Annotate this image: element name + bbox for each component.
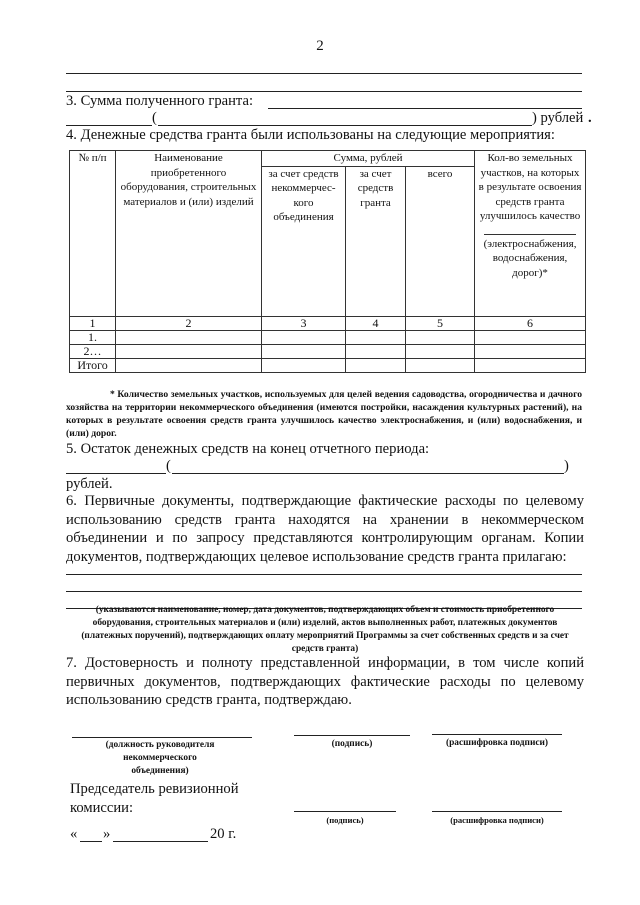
header-sum-own: за счет средств некоммерчес-кого объединения	[262, 166, 346, 317]
column-number: 4	[346, 317, 406, 331]
column-number: 2	[116, 317, 262, 331]
rubles-label: ) рублей	[532, 110, 584, 126]
table-row-total	[70, 359, 586, 373]
documents-line[interactable]	[66, 574, 582, 575]
cell-plots[interactable]	[475, 359, 586, 373]
header-sum-total: всего	[406, 166, 475, 317]
column-number: 3	[262, 317, 346, 331]
grant-amount-number-field[interactable]	[66, 125, 152, 126]
date-close-quote: »	[103, 826, 111, 842]
cell-own[interactable]	[262, 345, 346, 359]
header-plots-sub: (электроснабжения, водоснабжения, дорог)*	[483, 237, 577, 279]
cell-grant[interactable]	[346, 331, 406, 345]
head-decoding-field[interactable]	[432, 734, 562, 735]
cell-name[interactable]	[116, 331, 262, 345]
cell-total[interactable]	[406, 331, 475, 345]
fill-line[interactable]	[66, 91, 582, 92]
section-3-label: 3. Сумма полученного гранта:	[66, 93, 254, 109]
column-number: 6	[475, 317, 586, 331]
documents-line[interactable]	[66, 591, 582, 592]
cell-plots[interactable]	[475, 345, 586, 359]
header-plots-label: Кол-во земельных участков, на которых в результате освоения средств гранта улучшилось качество	[478, 152, 582, 222]
head-decoding-caption: (расшифровка подписи)	[445, 738, 549, 748]
table-row	[70, 345, 586, 359]
audit-decoding-field[interactable]	[432, 811, 562, 812]
cell-own[interactable]	[262, 331, 346, 345]
head-signature-field[interactable]	[294, 735, 410, 736]
cell-name[interactable]	[116, 345, 262, 359]
audit-signature-field[interactable]	[294, 811, 396, 812]
open-paren: (	[152, 110, 157, 126]
cell-grant[interactable]	[346, 345, 406, 359]
audit-signature-caption: (подпись)	[326, 815, 364, 825]
close-paren: )	[564, 458, 569, 474]
date-open-quote: «	[70, 826, 78, 842]
cell-grant[interactable]	[346, 359, 406, 373]
section-5-label: 5. Остаток денежных средств на конец отчетного периода:	[66, 441, 430, 457]
audit-title-line1: Председатель ревизионной	[70, 781, 239, 797]
row-no: 1.	[70, 331, 116, 345]
documents-caption: (указываются наименование, номер, дата документов, подтверждающих объем и стоимость приобретенного оборудования, строительных материалов и (или) изделий, актов выполненных работ, платежных документов (платежных поручений), подтверждающих оплату мероприятий Программы за счет собственных средств и за счет средств гранта)	[81, 605, 569, 654]
header-sum-group: Сумма, рублей	[262, 151, 475, 167]
header-no: № п/п	[70, 151, 116, 317]
fill-line[interactable]	[66, 73, 582, 74]
audit-decoding-caption: (расшифровка подписи)	[450, 815, 544, 825]
row-no: 2…	[70, 345, 116, 359]
balance-words-field[interactable]	[172, 473, 564, 474]
grant-amount-words-field[interactable]	[158, 125, 532, 126]
page-number: 2	[316, 38, 324, 54]
header-sum-grant: за счет средств гранта	[346, 166, 406, 317]
open-paren: (	[166, 458, 171, 474]
date-month-field[interactable]	[113, 841, 208, 842]
footnote: * Количество земельных участков, используемых для целей ведения садоводства, огородничества и дачного хозяйства на территории некоммерческого объединения (имеются постройки, насаждения культурных растений), на которых в результате освоения средств гранта улучшилось качество электроснабжения, и (или) водоснабжения, и (или) дорог.	[66, 389, 582, 439]
head-position-caption: (должность руководителя некоммерческого объединения)	[105, 740, 215, 776]
section-6-text: 6. Первичные документы, подтверждающие фактические расходы по целевому использованию средств гранта находятся на хранении в некоммерческом объединении и по запросу представляются контролирующим органам. Копии документов, подтверждающих целевое использование средств гранта прилагаю:	[66, 493, 584, 565]
table-row	[70, 331, 586, 345]
cell-plots[interactable]	[475, 331, 586, 345]
header-plots	[475, 151, 586, 317]
column-numbers-row	[70, 317, 586, 331]
head-signature-caption: (подпись)	[331, 739, 373, 749]
audit-title-line2: комиссии:	[70, 800, 134, 816]
trailing-dot: .	[588, 110, 592, 126]
balance-number-field[interactable]	[66, 473, 166, 474]
header-name: Наименование приобретенного оборудования, строительных материалов и (или) изделий	[116, 151, 262, 317]
row-no: Итого	[70, 359, 116, 373]
column-number: 5	[406, 317, 475, 331]
rubles-label: рублей.	[66, 476, 113, 492]
cell-total[interactable]	[406, 345, 475, 359]
section-7-text: 7. Достоверность и полноту представленной информации, в том числе копий первичных документов, подтверждающих фактические расходы по целевому использованию средств гранта, подтверждаю.	[66, 655, 584, 708]
head-position-field[interactable]	[72, 737, 252, 738]
cell-total[interactable]	[406, 359, 475, 373]
date-day-field[interactable]	[80, 841, 102, 842]
column-number: 1	[70, 317, 116, 331]
date-year-suffix: 20 г.	[210, 826, 237, 842]
header-plots-divider	[484, 234, 575, 235]
expenses-table	[69, 150, 586, 373]
cell-name[interactable]	[116, 359, 262, 373]
cell-own[interactable]	[262, 359, 346, 373]
section-4-label: 4. Денежные средства гранта были использованы на следующие мероприятия:	[66, 127, 555, 143]
grant-amount-field[interactable]	[268, 108, 582, 109]
